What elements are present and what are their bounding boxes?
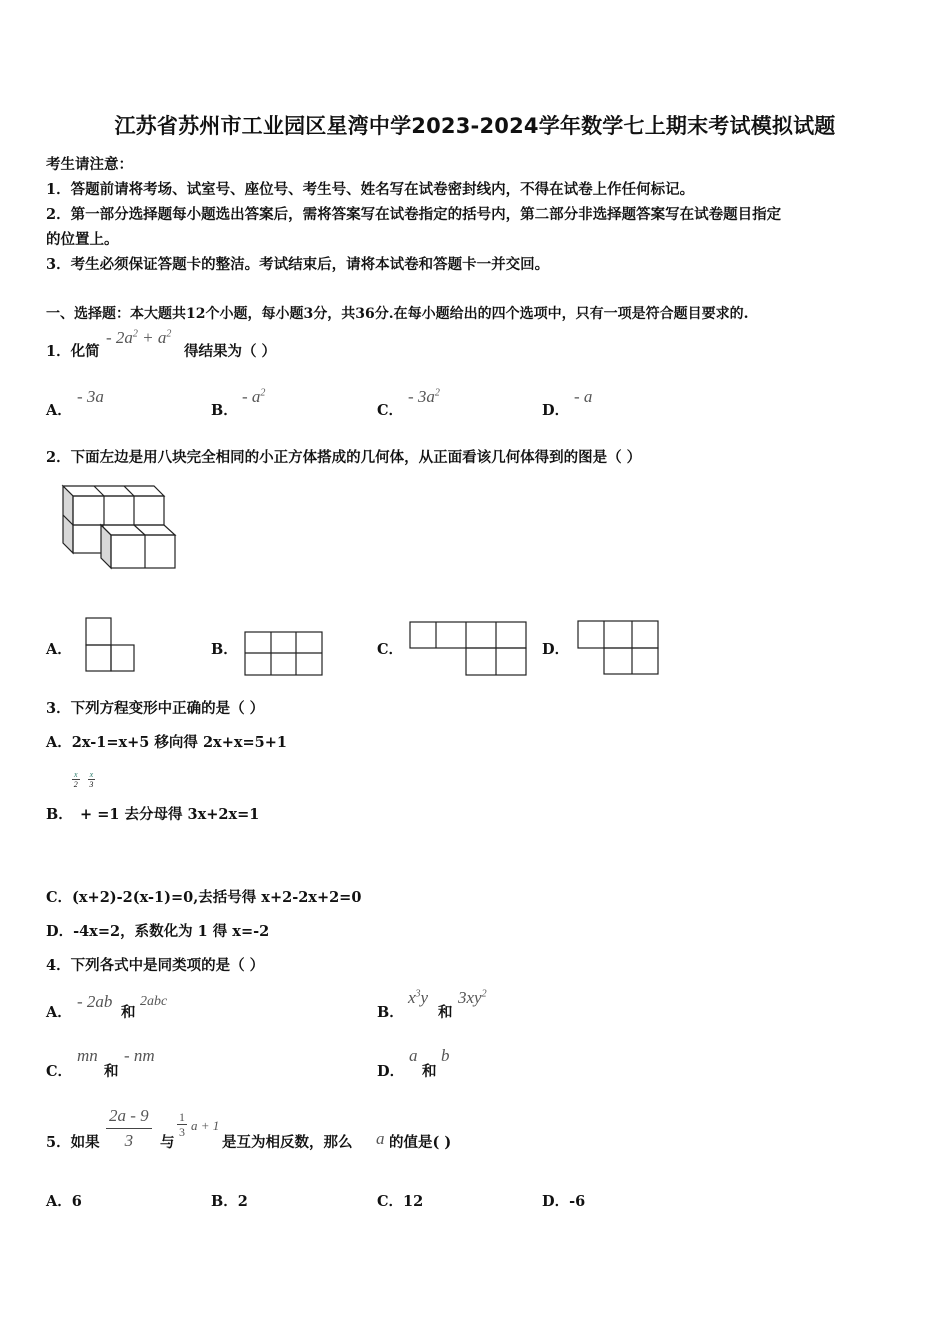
q5-fraction-2: $\frac{1}{3}$ bbox=[179, 1110, 185, 1139]
q3-option-d: D．-4x=2，系数化为 1 得 x=-2 bbox=[46, 923, 270, 940]
notice-item-1: 1．答题前请将考场、试室号、座位号、考生号、姓名写在试卷密封线内，不得在试卷上作任何标记。 bbox=[46, 181, 695, 198]
q4-option-c-term2: - nm bbox=[124, 1046, 155, 1065]
q5-suffix: 是互为相反数，那么 bbox=[222, 1134, 353, 1151]
q4-option-a-term2: 2abc bbox=[140, 994, 168, 1009]
q4-option-d-label: D． bbox=[377, 1063, 405, 1080]
q1-expression: - $2a^2 + a^2$ bbox=[106, 328, 172, 347]
q1-prefix: 1．化简 bbox=[46, 343, 100, 360]
q3-text: 3．下列方程变形中正确的是（ ） bbox=[46, 700, 265, 717]
q2-option-d-label: D． bbox=[542, 641, 570, 658]
q3-option-b-fractions: $\frac{x}{2}$ $\frac{x}{3}$ bbox=[73, 770, 94, 789]
q1-option-c-math: - $3a^2$ bbox=[408, 387, 440, 406]
q4-option-a-label: A． bbox=[46, 1004, 72, 1021]
q5-fraction-2-tail: a + 1 bbox=[191, 1118, 220, 1133]
q5-with: 与 bbox=[160, 1134, 175, 1151]
q5-option-b: B．2 bbox=[211, 1193, 248, 1210]
q4-option-a-and: 和 bbox=[121, 1004, 136, 1021]
q4-option-c-term1: mn bbox=[77, 1046, 98, 1065]
q1-suffix: 得结果为（ ） bbox=[184, 343, 277, 360]
q5-prefix: 5．如果 bbox=[46, 1134, 100, 1151]
q4-text: 4．下列各式中是同类项的是（ ） bbox=[46, 957, 265, 974]
q2-option-a-label: A． bbox=[46, 641, 72, 658]
q2-option-b-label: B． bbox=[211, 641, 238, 658]
q5-fraction-1: $\frac{2a - 9}{3}$ bbox=[106, 1104, 152, 1153]
notice-item-2-cont: 的位置上。 bbox=[46, 231, 119, 248]
notice-item-2: 2．第一部分选择题每小题选出答案后，需将答案写在试卷指定的括号内，第二部分非选择题答案写在试卷题目指定 bbox=[46, 206, 782, 223]
q4-option-d-term2: b bbox=[441, 1046, 450, 1065]
q3-option-b-label: B． bbox=[46, 806, 73, 823]
page-title: 江苏省苏州市工业园区星湾中学2023-2024学年数学七上期末考试模拟试题 bbox=[114, 114, 836, 138]
q4-option-a-term1: - 2ab bbox=[77, 992, 113, 1011]
q3-option-a: A．2x-1=x+5 移向得 2x+x=5+1 bbox=[46, 734, 287, 751]
q1-option-b-math: - $a^2$ bbox=[242, 387, 266, 406]
q3-option-b-text: + =1 去分母得 3x+2x=1 bbox=[80, 806, 260, 823]
q5-option-a: A．6 bbox=[46, 1193, 82, 1210]
q5-variable: a bbox=[376, 1129, 385, 1148]
q4-option-c-and: 和 bbox=[104, 1063, 119, 1080]
q5-option-c: C．12 bbox=[377, 1193, 424, 1210]
notice-item-3: 3．考生必须保证答题卡的整洁。考试结束后，请将本试卷和答题卡一并交回。 bbox=[46, 256, 550, 273]
q4-option-b-term1: $x^3y$ bbox=[408, 988, 429, 1007]
q4-option-d-and: 和 bbox=[422, 1063, 437, 1080]
q4-option-d-term1: a bbox=[409, 1046, 418, 1065]
q4-option-b-label: B． bbox=[377, 1004, 404, 1021]
q2-option-c-label: C． bbox=[377, 641, 404, 658]
q4-option-b-and: 和 bbox=[438, 1004, 453, 1021]
q5-option-d: D．-6 bbox=[542, 1193, 586, 1210]
q3-option-c: C．(x+2)-2(x-1)=0,去括号得 x+2-2x+2=0 bbox=[46, 889, 362, 906]
q1-option-c-label: C． bbox=[377, 402, 404, 419]
q5-tail: 的值是( ) bbox=[389, 1134, 452, 1151]
q1-option-d-math: - a bbox=[574, 387, 593, 406]
section-heading: 一、选择题：本大题共12个小题，每小题3分，共36分.在每小题给出的四个选项中，只有一项是符合题目要求的. bbox=[46, 306, 749, 322]
q4-option-c-label: C． bbox=[46, 1063, 73, 1080]
q1-option-a-math: - 3a bbox=[77, 387, 104, 406]
q1-option-b-label: B． bbox=[211, 402, 238, 419]
q1-option-d-label: D． bbox=[542, 402, 570, 419]
q1-option-a-label: A． bbox=[46, 402, 72, 419]
q2-text: 2．下面左边是用八块完全相同的小正方体搭成的几何体，从正面看该几何体得到的图是（ ） bbox=[46, 449, 642, 466]
q4-option-b-term2: $3xy^2$ bbox=[458, 988, 487, 1007]
notice-heading: 考生请注意： bbox=[46, 156, 133, 173]
